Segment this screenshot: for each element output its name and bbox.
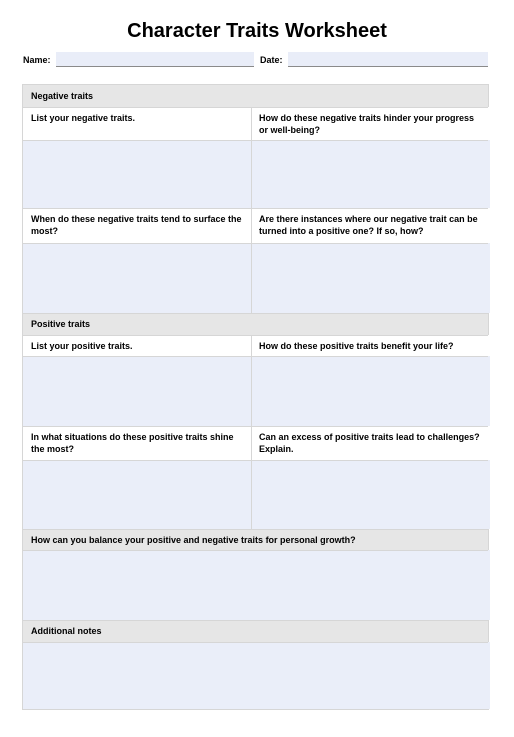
question-row <box>23 208 488 243</box>
section-header-balance <box>23 529 488 550</box>
divider <box>23 107 488 108</box>
divider <box>23 356 488 357</box>
date-label: Date: <box>260 55 283 65</box>
question-row <box>23 335 488 356</box>
answer-balance[interactable] <box>23 550 490 620</box>
answer-list-negative[interactable] <box>23 140 251 208</box>
divider <box>23 642 488 643</box>
divider <box>23 313 488 314</box>
answer-negative-surface[interactable] <box>23 243 251 313</box>
divider <box>23 460 488 461</box>
question-row <box>23 107 488 140</box>
question-list-positive: List your positive traits. <box>23 335 251 356</box>
question-positive-excess: Can an excess of positive traits lead to challenges? Explain. <box>251 426 490 460</box>
answer-positive-benefit[interactable] <box>251 356 490 426</box>
answer-row <box>23 642 488 709</box>
divider <box>23 550 488 551</box>
section-header-positive <box>23 313 488 335</box>
answer-notes[interactable] <box>23 642 490 709</box>
date-field[interactable] <box>288 52 488 67</box>
divider <box>23 140 488 141</box>
section-title-notes: Additional notes <box>31 626 102 636</box>
answer-list-positive[interactable] <box>23 356 251 426</box>
answer-positive-excess[interactable] <box>251 460 490 529</box>
question-negative-hinder: How do these negative traits hinder your progress or well-being? <box>251 107 490 140</box>
divider <box>251 335 252 529</box>
name-field[interactable] <box>56 52 254 67</box>
divider <box>23 529 488 530</box>
name-date-row <box>23 52 488 68</box>
section-title-positive: Positive traits <box>31 319 91 329</box>
answer-row <box>23 140 488 208</box>
section-header-notes <box>23 620 488 642</box>
question-negative-to-positive: Are there instances where our negative trait can be turned into a positive one? If so, how? <box>251 208 490 243</box>
answer-positive-shine[interactable] <box>23 460 251 529</box>
section-title-negative: Negative traits <box>31 91 94 101</box>
divider <box>23 243 488 244</box>
question-balance: How can you balance your positive and negative traits for personal growth? <box>31 535 356 545</box>
question-row <box>23 426 488 460</box>
answer-row <box>23 356 488 426</box>
divider <box>23 208 488 209</box>
page-title: Character Traits Worksheet <box>127 20 387 42</box>
question-positive-benefit: How do these positive traits benefit your life? <box>251 335 490 356</box>
question-negative-surface: When do these negative traits tend to surface the most? <box>23 208 251 243</box>
answer-negative-hinder[interactable] <box>251 140 490 208</box>
question-list-negative: List your negative traits. <box>23 107 251 140</box>
name-label: Name: <box>23 55 51 65</box>
section-header-negative <box>23 85 488 107</box>
question-positive-shine: In what situations do these positive traits shine the most? <box>23 426 251 460</box>
answer-negative-to-positive[interactable] <box>251 243 490 313</box>
divider <box>23 620 488 621</box>
divider <box>251 107 252 313</box>
divider <box>23 335 488 336</box>
worksheet-table <box>22 84 489 710</box>
answer-row <box>23 550 488 620</box>
answer-row <box>23 243 488 313</box>
divider <box>23 426 488 427</box>
answer-row <box>23 460 488 529</box>
